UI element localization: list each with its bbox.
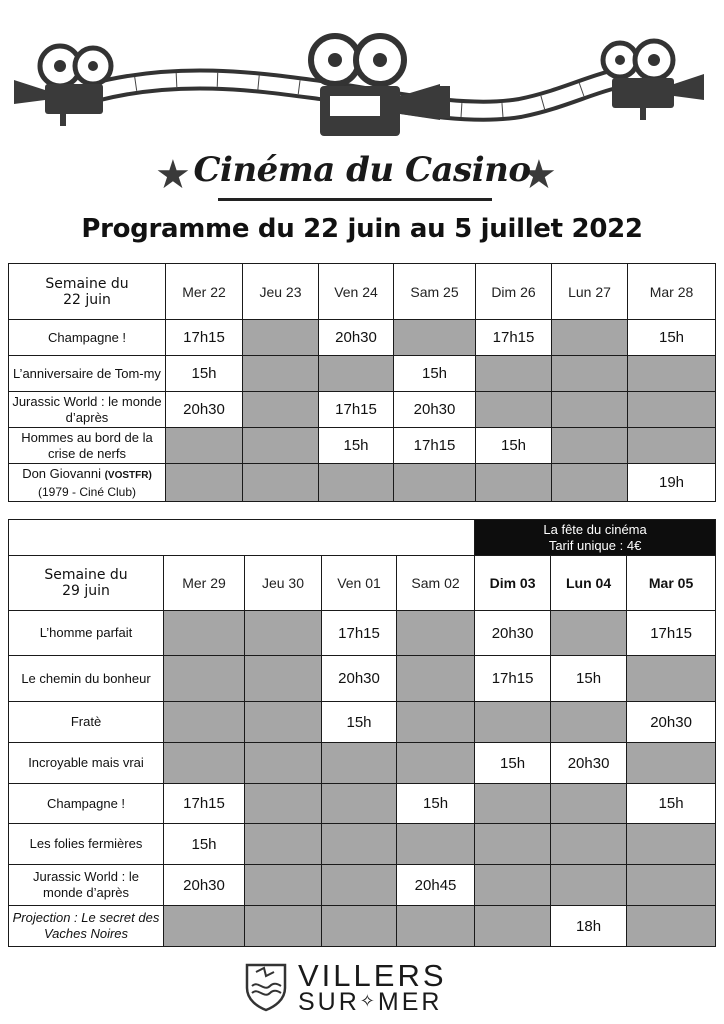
empty-cell xyxy=(243,428,319,464)
schedule-week-2 xyxy=(8,519,716,947)
empty-cell xyxy=(627,865,716,906)
empty-cell xyxy=(552,392,628,428)
fete-du-cinema-banner: La fête du cinéma Tarif unique : 4€ xyxy=(475,520,716,556)
empty-cell xyxy=(322,824,397,865)
empty-cell xyxy=(319,356,394,392)
film-title: Champagne ! xyxy=(9,320,166,356)
showtime-cell: 17h15 xyxy=(164,784,245,824)
empty-cell xyxy=(475,865,551,906)
schedule-week-1 xyxy=(8,263,716,502)
empty-cell xyxy=(245,865,322,906)
showtime-cell: 17h15 xyxy=(627,611,716,656)
empty-cell xyxy=(322,743,397,784)
film-title: Les folies fermières xyxy=(9,824,164,865)
table-row xyxy=(9,824,716,865)
showtime-cell: 17h15 xyxy=(394,428,476,464)
table-row xyxy=(9,656,716,702)
day-header: Mer 22 xyxy=(166,264,243,320)
empty-cell xyxy=(245,824,322,865)
logo-sur-mer: SUR✧MER xyxy=(298,988,443,1016)
table-row xyxy=(9,464,716,502)
showtime-cell: 20h30 xyxy=(627,702,716,743)
showtime-cell: 15h xyxy=(319,428,394,464)
empty-cell xyxy=(243,320,319,356)
film-title: Incroyable mais vrai xyxy=(9,743,164,784)
empty-cell xyxy=(552,464,628,502)
empty-cell xyxy=(245,784,322,824)
film-title-cell xyxy=(9,464,166,502)
week-1-label: Semaine du 22 juin xyxy=(9,264,166,320)
empty-cell xyxy=(475,824,551,865)
empty-cell xyxy=(627,906,716,947)
showtime-cell: 15h xyxy=(628,320,716,356)
day-header: Dim 03 xyxy=(475,556,551,611)
empty-cell xyxy=(394,464,476,502)
film-title: Projection : Le secret des Vaches Noires xyxy=(9,906,164,947)
star-left-icon: ★ xyxy=(155,153,191,197)
fete-banner-row xyxy=(9,520,716,556)
programme-title: Programme du 22 juin au 5 juillet 2022 xyxy=(81,214,643,244)
empty-cell xyxy=(397,656,475,702)
day-header: Mar 05 xyxy=(627,556,716,611)
film-title: Jurassic World : le monde d’après xyxy=(9,392,166,428)
left-projector-icon xyxy=(14,46,111,126)
table-row xyxy=(9,865,716,906)
showtime-cell: 17h15 xyxy=(475,656,551,702)
table-row xyxy=(9,702,716,743)
empty-cell xyxy=(322,784,397,824)
table-row xyxy=(9,743,716,784)
empty-cell xyxy=(397,743,475,784)
day-header: Jeu 23 xyxy=(243,264,319,320)
empty-cell xyxy=(551,865,627,906)
film-title: L’anniversaire de Tom-my xyxy=(9,356,166,392)
empty-cell xyxy=(628,356,716,392)
empty-cell xyxy=(243,392,319,428)
empty-cell xyxy=(628,392,716,428)
showtime-cell: 20h30 xyxy=(551,743,627,784)
empty-cell xyxy=(245,611,322,656)
cinema-banner-illustration xyxy=(0,0,724,150)
right-projector-icon xyxy=(603,41,704,120)
day-header: Lun 04 xyxy=(551,556,627,611)
showtime-cell: 20h30 xyxy=(322,656,397,702)
empty-cell xyxy=(245,656,322,702)
table-row xyxy=(9,356,716,392)
villers-crest-icon xyxy=(244,962,288,1012)
empty-cell xyxy=(394,320,476,356)
center-projector-icon xyxy=(311,36,450,136)
empty-cell xyxy=(243,356,319,392)
empty-cell xyxy=(552,428,628,464)
showtime-cell: 20h30 xyxy=(475,611,551,656)
day-header: Dim 26 xyxy=(476,264,552,320)
empty-cell xyxy=(166,428,243,464)
film-subtitle: (1979 - Ciné Club) xyxy=(37,484,137,499)
empty-cell xyxy=(164,656,245,702)
showtime-cell: 15h xyxy=(475,743,551,784)
table-row xyxy=(9,428,716,464)
showtime-cell: 15h xyxy=(551,656,627,702)
empty-cell xyxy=(397,824,475,865)
table-row xyxy=(9,392,716,428)
empty-cell xyxy=(552,356,628,392)
film-title: Don Giovanni xyxy=(22,465,101,481)
empty-cell xyxy=(475,906,551,947)
showtime-cell: 15h xyxy=(164,824,245,865)
empty-cell xyxy=(551,611,627,656)
empty-cell xyxy=(397,611,475,656)
day-header: Sam 25 xyxy=(394,264,476,320)
day-header: Mer 29 xyxy=(164,556,245,611)
film-title: Jurassic World : le monde d’après xyxy=(9,865,164,906)
day-header: Sam 02 xyxy=(397,556,475,611)
table-row xyxy=(9,784,716,824)
film-title: Fratè xyxy=(9,702,164,743)
empty-cell xyxy=(397,702,475,743)
empty-cell xyxy=(245,743,322,784)
empty-cell xyxy=(166,464,243,502)
blank-cell xyxy=(9,520,475,556)
empty-cell xyxy=(476,392,552,428)
star-right-icon: ★ xyxy=(521,153,557,197)
cinema-title: Cinéma du Casino xyxy=(193,150,531,190)
showtime-cell: 20h30 xyxy=(166,392,243,428)
empty-cell xyxy=(397,906,475,947)
empty-cell xyxy=(628,428,716,464)
empty-cell xyxy=(552,320,628,356)
empty-cell xyxy=(476,356,552,392)
showtime-cell: 20h45 xyxy=(397,865,475,906)
table-row xyxy=(9,320,716,356)
empty-cell xyxy=(164,702,245,743)
film-title: Champagne ! xyxy=(9,784,164,824)
film-title: Hommes au bord de la crise de nerfs xyxy=(9,428,166,464)
table-row xyxy=(9,611,716,656)
showtime-cell: 15h xyxy=(394,356,476,392)
table-row xyxy=(9,906,716,947)
logo-villers: VILLERS xyxy=(298,958,447,993)
empty-cell xyxy=(551,824,627,865)
empty-cell xyxy=(551,784,627,824)
empty-cell xyxy=(627,743,716,784)
showtime-cell: 17h15 xyxy=(322,611,397,656)
showtime-cell: 20h30 xyxy=(164,865,245,906)
empty-cell xyxy=(322,906,397,947)
showtime-cell: 17h15 xyxy=(476,320,552,356)
showtime-cell: 19h xyxy=(628,464,716,502)
day-header: Ven 01 xyxy=(322,556,397,611)
showtime-cell: 20h30 xyxy=(319,320,394,356)
day-header: Mar 28 xyxy=(628,264,716,320)
empty-cell xyxy=(476,464,552,502)
showtime-cell: 15h xyxy=(166,356,243,392)
week-2-label: Semaine du 29 juin xyxy=(9,556,164,611)
empty-cell xyxy=(245,906,322,947)
film-title: Le chemin du bonheur xyxy=(9,656,164,702)
day-header: Ven 24 xyxy=(319,264,394,320)
showtime-cell: 15h xyxy=(476,428,552,464)
showtime-cell: 15h xyxy=(627,784,716,824)
week-2-header-row xyxy=(9,556,716,611)
empty-cell xyxy=(164,611,245,656)
empty-cell xyxy=(322,865,397,906)
empty-cell xyxy=(319,464,394,502)
film-title: L’homme parfait xyxy=(9,611,164,656)
empty-cell xyxy=(243,464,319,502)
empty-cell xyxy=(551,702,627,743)
sparkle-icon: ✧ xyxy=(359,991,378,1011)
empty-cell xyxy=(245,702,322,743)
empty-cell xyxy=(627,656,716,702)
empty-cell xyxy=(164,906,245,947)
showtime-cell: 15h xyxy=(322,702,397,743)
empty-cell xyxy=(475,702,551,743)
empty-cell xyxy=(164,743,245,784)
empty-cell xyxy=(627,824,716,865)
showtime-cell: 15h xyxy=(397,784,475,824)
day-header: Lun 27 xyxy=(552,264,628,320)
showtime-cell: 18h xyxy=(551,906,627,947)
showtime-cell: 17h15 xyxy=(319,392,394,428)
title-underline xyxy=(218,198,492,201)
week-1-header-row xyxy=(9,264,716,320)
showtime-cell: 17h15 xyxy=(166,320,243,356)
showtime-cell: 20h30 xyxy=(394,392,476,428)
empty-cell xyxy=(475,784,551,824)
day-header: Jeu 30 xyxy=(245,556,322,611)
film-tag: (VOSTFR) xyxy=(104,469,152,481)
